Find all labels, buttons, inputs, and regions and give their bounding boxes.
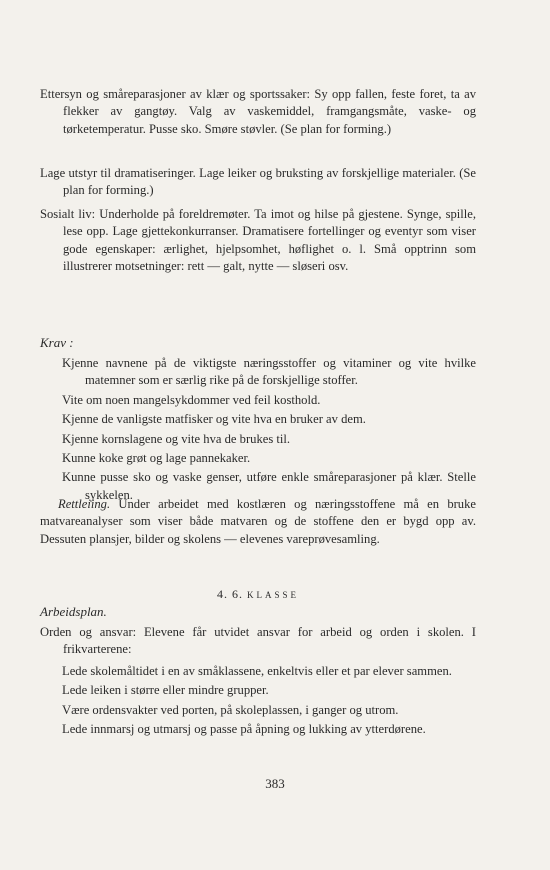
arbeidsplan-item: Lede innmarsj og utmarsj og passe på åpning og lukking av ytterdørene.	[62, 722, 426, 737]
arbeidsplan-item: Være ordensvakter ved porten, på skoleplassen, i ganger og utrom.	[62, 702, 399, 717]
section-title	[40, 587, 476, 602]
krav-heading	[40, 335, 476, 351]
section-number: 4. 6.	[216, 587, 243, 601]
krav-heading-text: Krav :	[40, 335, 74, 350]
krav-item: Kunne koke grøt og lage pannekaker.	[62, 451, 251, 466]
section-title-text: KLASSE	[246, 590, 299, 600]
rettleiing-label: Rettleiing.	[58, 497, 111, 511]
arbeidsplan-item: Lede skolemåltidet i en av småklassene, enkeltvis eller et par elever sammen.	[62, 664, 452, 678]
lage-text: Lage utstyr til dramatiseringer. Lage leiker og bruksting av forskjellige materialer. (Se plan for forming.)	[40, 166, 476, 198]
krav-item: Vite om noen mangelsykdommer ved feil kosthold.	[62, 392, 321, 407]
rettleiing-paragraph	[40, 496, 476, 548]
arbeidsplan-heading-text: Arbeidsplan.	[40, 604, 107, 619]
paragraph-sosialt	[40, 206, 476, 276]
arbeidsplan-item: Lede leiken i større eller mindre grupper.	[62, 683, 269, 698]
sosialt-text: Sosialt liv: Underholde på foreldremøter. Ta imot og hilse på gjestene. Synge, spille, lese opp. Lage gjettekonkurranser. Dramatisere fortellinger og eventyr som viser gode egenskaper: ærlighet, hjelpsomhet, høflighet o. l. Små opptrinn som illustrerer motsetninger: rett — galt, nytte — sløseri osv.	[40, 207, 476, 274]
arbeidsplan-intro	[40, 624, 476, 659]
krav-item: Kjenne navnene på de viktigste næringsstoffer og vitaminer og vite hvilke matemner som er særlig rike på de forskjellige stoffer.	[62, 356, 476, 388]
paragraph-lage	[40, 165, 476, 200]
arbeidsplan-heading	[40, 604, 476, 620]
ettersyn-text: Ettersyn og småreparasjoner av klær og sportssaker: Sy opp fallen, feste foret, ta av flekker av gangtøy. Valg av vaskemiddel, framgangsmåte, vaske- og tørketemperatur. Pusse sko. Smøre støvler. (Se plan for forming.)	[40, 87, 476, 136]
krav-item: Kjenne kornslagene og vite hva de brukes til.	[62, 431, 291, 446]
rettleiing-text	[40, 496, 476, 548]
krav-list	[40, 355, 476, 506]
page-number: 383	[265, 776, 285, 791]
krav-item: Kjenne de vanligste matfisker og vite hva en bruker av dem.	[62, 412, 366, 427]
arbeidsplan-list	[40, 663, 476, 741]
arbeidsplan-intro-text: Orden og ansvar: Elevene får utvidet ansvar for arbeid og orden i skolen. I frikvarterene:	[40, 625, 476, 657]
rettleiing-body: Under arbeidet med kostlæren og næringsstoffene må en bruke matvareanalyser som viser både matvaren og de stoffene den er bygd opp av. Dessuten plansjer, bilder og skolens — elevenes vareprøvesamling.	[40, 497, 476, 546]
paragraph-ettersyn	[40, 86, 476, 138]
krav-item: Kunne pusse sko og vaske genser, utføre enkle småreparasjoner på klær. Stelle sykkelen.	[62, 470, 476, 502]
